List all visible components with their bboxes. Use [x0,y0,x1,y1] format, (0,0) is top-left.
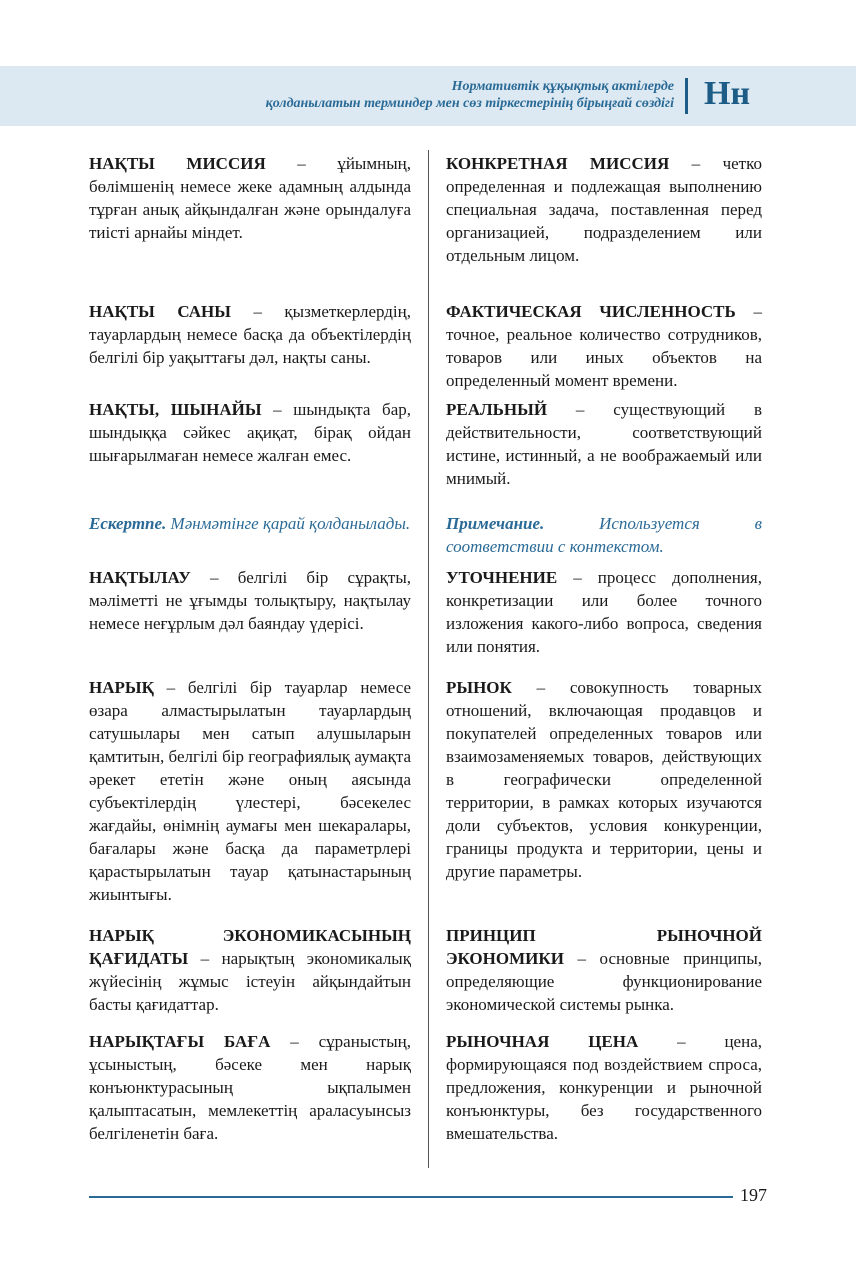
header-title-line-2: қолданылатын терминдер мен сөз тіркестерінің бірыңғай сөздігі [265,96,674,111]
ru-term: ПРИНЦИП РЫНОЧНОЙ ЭКОНОМИКИ [446,926,762,968]
ru-entry-konkretnaya-missiya [446,152,762,267]
ru-term: УТОЧНЕНИЕ [446,568,558,587]
kz-term: НАҚТЫ МИССИЯ [89,154,266,173]
kz-definition: – белгілі бір сұрақты, мәліметті не ұғымды толықтыру, нақтылау немесе неғұрлым дәл баяндау үдерісі. [89,568,411,633]
ru-note-text: Используется в соответствии с контекстом. [446,514,762,556]
kz-term: НАРЫҚТАҒЫ БАҒА [89,1032,271,1051]
ru-definition: – основные принципы, определяющие функционирование экономической системы рынка. [446,949,762,1014]
footer-rule [89,1196,733,1198]
kz-definition: – шындықта бар, шындыққа сәйкес ақиқат, бірақ ойдан шығарылмаған немесе жалған емес. [89,400,411,465]
ru-definition: – четко определенная и подлежащая выполнению специальная задача, поставленная перед организацией, подразделением или отдельным лицом. [446,154,762,265]
ru-term: РЫНОК [446,678,512,697]
ru-note [446,512,762,558]
header-divider-bar [685,78,688,114]
ru-definition: – совокупность товарных отношений, включающая продавцов и покупателей определенных товаров или взаимозаменяемых товаров, действующих в географически определенной территории, в рамках которых изучаются доли субъектов, условия конкуренции, границы продукта и территории, цены и другие параметры. [446,678,762,881]
running-header [0,66,856,126]
ru-entry-rynochnaya-cena [446,1030,762,1145]
ru-term: РЫНОЧНАЯ ЦЕНА [446,1032,639,1051]
kz-note-text: Мәнмәтінге қарай қолданылады. [166,514,411,533]
kz-entry-naryk [89,676,411,906]
section-letters: Нн [704,75,751,112]
ru-definition: – точное, реальное количество сотрудников, товаров или иных объектов на определенный момент времени. [446,302,762,390]
kz-definition: – сұраныстың, ұсыныстың, бәсеке мен нарық конъюнктурасының ықпалымен қалыптасатын, мемлекеттің араласуынсыз белгіленетін баға. [89,1032,411,1143]
ru-entry-princip-rynochnoy-ekonomiki [446,924,762,1016]
ru-entry-fakticheskaya-chislennost [446,300,762,392]
ru-entry-realnyy [446,398,762,490]
ru-definition: – цена, формирующаяся под воздействием спроса, предложения, конкуренции и рыночной конъюнктуры, без государственного вмешательства. [446,1032,762,1143]
kz-term: НАРЫҚ [89,678,154,697]
ru-note-label: Примечание. [446,514,545,533]
kz-term: НАҚТЫ САНЫ [89,302,231,321]
column-divider [428,150,429,1168]
header-title-line-1: Нормативтік құқықтық актілерде [451,79,674,94]
kz-entry-naktylau [89,566,411,635]
kz-definition: – белгілі бір тауарлар немесе өзара алмастырылатын тауарлардың сатушылары мен сатып алушыларын қамтитын, белгілі бір географиялық аумақта әрекет ететін және оның аясында субъектілердің үлестері, бәсекелес жағдайы, өнімнің аумағы мен шекаралары, бағалары және басқа да параметрлері қарастырылатын тауар қатынастарының жиынтығы. [89,678,412,904]
ru-entry-utochnenie [446,566,762,658]
kz-entry-naryk-ekonomikasy [89,924,411,1016]
ru-definition: – процесс дополнения, конкретизации или более точного изложения какого-либо вопроса, сведения или понятия. [446,568,762,656]
running-header-title [266,78,674,112]
ru-term: РЕАЛЬНЫЙ [446,400,548,419]
ru-term: КОНКРЕТНАЯ МИССИЯ [446,154,670,173]
kz-term: НАҚТЫ, ШЫНАЙЫ [89,400,262,419]
kz-entry-nakty-missiya [89,152,411,244]
page-number: 197 [740,1185,767,1205]
kz-term: НАҚТЫЛАУ [89,568,191,587]
kz-term: НАРЫҚ ЭКОНОМИКАСЫНЫҢ ҚАҒИДАТЫ [89,926,411,968]
ru-entry-rynok [446,676,762,883]
kz-note [89,512,411,535]
kz-entry-naryktagy-baga [89,1030,411,1145]
kz-definition: – қызметкерлердің, тауарлардың немесе басқа да объектілердің белгілі бір уақыттағы дәл, нақты саны. [89,302,411,367]
ru-term: ФАКТИЧЕСКАЯ ЧИСЛЕННОСТЬ [446,302,736,321]
kz-note-label: Ескертпе. [89,514,167,533]
kz-definition: – нарықтың экономикалық жүйесінің жұмыс істеуін айқындайтын басты қағидаттар. [89,949,411,1014]
kz-definition: – ұйымның, бөлімшенің немесе жеке адамның алдында тұрған анық айқындалған және орындалуға тиісті арнайы міндет. [89,154,411,242]
kz-entry-nakty-sany [89,300,411,369]
kz-entry-nakty-shynayy [89,398,411,467]
ru-definition: – существующий в действительности, соответствующий истине, истинный, а не воображаемый или мнимый. [446,400,762,488]
